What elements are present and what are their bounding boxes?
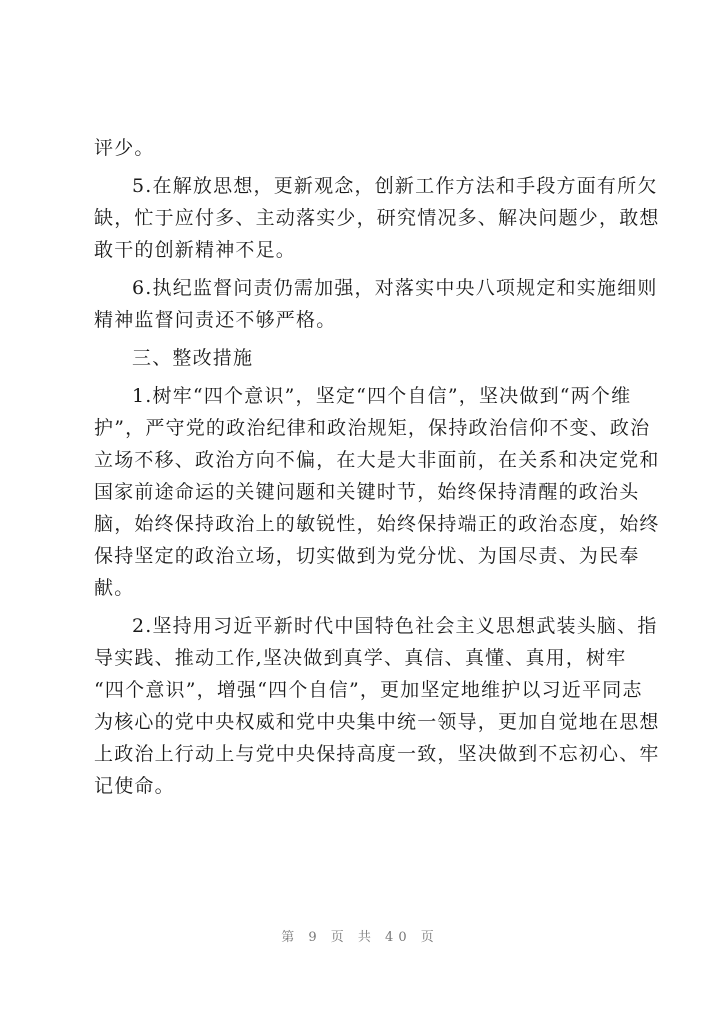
- text-line: 评少。: [94, 137, 155, 159]
- measure-2-line-1: 2.坚持用习近平新时代中国特色社会主义思想武装头脑、指: [132, 615, 658, 637]
- paragraph-6-line-1: 6.执纪监督问责仍需加强，对落实中央八项规定和实施细则: [132, 277, 658, 299]
- measure-1-line-4: 国家前途命运的关键问题和关键时节，始终保持清醒的政治头: [94, 481, 640, 503]
- document-body: [94, 132, 660, 802]
- page-number-footer: 第 9 页 共 40 页: [281, 930, 439, 945]
- measure-1-line-2: 护”，严守党的政治纪律和政治规矩，保持政治信仰不变、政治: [94, 417, 651, 439]
- measure-1-line-6: 保持坚定的政治立场，切实做到为党分忧、为国尽责、为民奉: [94, 545, 640, 567]
- measure-1-line-1: 1.树牢“四个意识”，坚定“四个自信”，坚决做到“两个维: [132, 385, 632, 407]
- measure-2-line-3: “四个意识”，增强“四个自信”，更加坚定地维护以习近平同志: [94, 679, 643, 701]
- measure-2-line-2: 导实践、推动工作,坚决做到真学、真信、真懂、真用，树牢: [94, 647, 627, 669]
- measure-1-line-3: 立场不移、政治方向不偏，在大是大非面前，在关系和决定党和: [94, 449, 660, 471]
- measure-2-line-4: 为核心的党中央权威和党中央集中统一领导，更加自觉地在思想: [94, 711, 660, 733]
- section-heading: 三、整改措施: [132, 347, 254, 369]
- paragraph-6-line-2: 精神监督问责还不够严格。: [94, 309, 337, 331]
- measure-2-line-6: 记使命。: [94, 775, 175, 797]
- measure-1-line-7: 献。: [94, 577, 135, 599]
- paragraph-5-line-2: 缺，忙于应付多、主动落实少，研究情况多、解决问题少，敢想: [94, 207, 660, 229]
- paragraph-5-line-1: 5.在解放思想，更新观念，创新工作方法和手段方面有所欠: [132, 175, 658, 197]
- measure-1-line-5: 脑，始终保持政治上的敏锐性，始终保持端正的政治态度，始终: [94, 513, 660, 535]
- measure-2-line-5: 上政治上行动上与党中央保持高度一致，坚决做到不忘初心、牢: [94, 743, 660, 765]
- paragraph-5-line-3: 敢干的创新精神不足。: [94, 239, 297, 261]
